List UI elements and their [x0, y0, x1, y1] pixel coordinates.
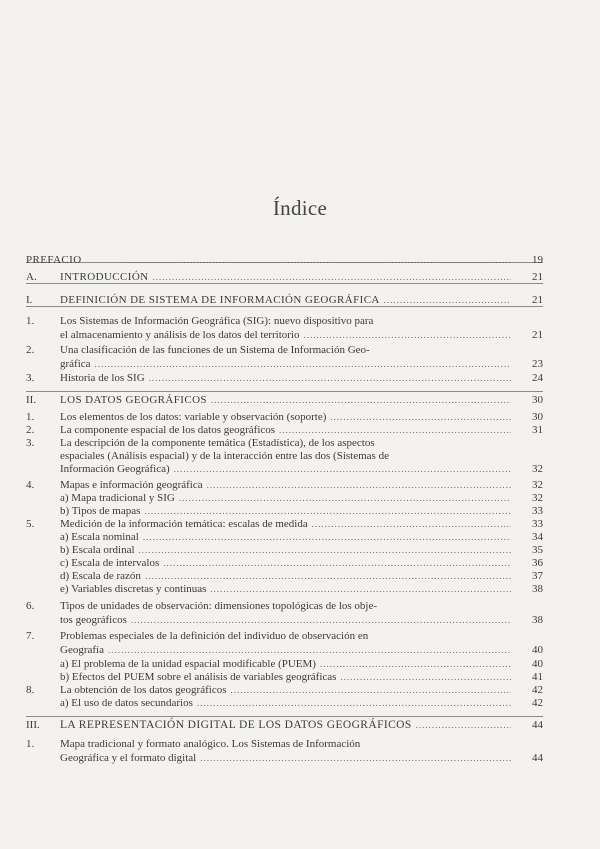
- entry-page: 23: [532, 358, 543, 370]
- leader-dots: [144, 505, 511, 517]
- entry-title: La descripción de la componente temática (Estadística), de los aspectos: [60, 437, 375, 449]
- entry-title: Medición de la información temática: escalas de medida: [60, 518, 308, 530]
- entry-number: I.: [26, 294, 33, 306]
- toc-entry-3-1: [26, 738, 543, 764]
- toc-entry-2-5-e: [26, 583, 543, 595]
- leader-dots: [303, 329, 511, 341]
- entry-number: 1.: [26, 315, 35, 327]
- toc-entry-prefacio: [26, 254, 543, 266]
- leader-dots: [211, 394, 511, 406]
- entry-number: 3.: [26, 437, 35, 449]
- entry-title: a) Escala nominal: [60, 531, 139, 543]
- toc-entry-2-2: [26, 424, 543, 436]
- entry-title-cont: tos geográficos: [60, 614, 127, 626]
- entry-page: 44: [532, 752, 543, 764]
- entry-page: 44: [532, 719, 543, 731]
- leader-dots: [174, 463, 511, 475]
- entry-number: 8.: [26, 684, 35, 696]
- leader-dots: [108, 644, 511, 656]
- entry-page: 38: [532, 614, 543, 626]
- toc-entry-chapter-2: [26, 394, 543, 406]
- entry-page: 36: [532, 557, 543, 569]
- leader-dots: [416, 719, 511, 731]
- leader-dots: [197, 697, 511, 709]
- toc-entry-1-2: [26, 344, 543, 370]
- entry-title-cont: Geografía: [60, 644, 104, 656]
- entry-number: 1.: [26, 738, 35, 750]
- divider: [26, 391, 543, 392]
- leader-dots: [384, 294, 511, 306]
- leader-dots: [210, 583, 511, 595]
- toc-entry-2-5-a: [26, 531, 543, 543]
- entry-page: 30: [532, 394, 543, 406]
- entry-title: INTRODUCCIÓN: [60, 271, 149, 283]
- toc-entry-2-6: [26, 600, 543, 626]
- entry-title: d) Escala de razón: [60, 570, 141, 582]
- entry-title-cont: espaciales (Análisis espacial) y de la interacción entre las dos (Sistemas de: [60, 450, 389, 462]
- entry-page: 21: [532, 294, 543, 306]
- leader-dots: [153, 271, 511, 283]
- entry-page: 32: [532, 479, 543, 491]
- entry-title: b) Efectos del PUEM sobre el análisis de variables geográficas: [60, 671, 337, 683]
- entry-number: 5.: [26, 518, 35, 530]
- leader-dots: [230, 684, 511, 696]
- toc-entry-2-5-b: [26, 544, 543, 556]
- leader-dots: [312, 518, 511, 530]
- entry-page: 24: [532, 372, 543, 384]
- entry-number: 3.: [26, 372, 35, 384]
- entry-page: 41: [532, 671, 543, 683]
- entry-title: b) Escala ordinal: [60, 544, 135, 556]
- leader-dots: [279, 424, 511, 436]
- leader-dots: [330, 411, 511, 423]
- entry-title: c) Escala de intervalos: [60, 557, 160, 569]
- entry-title: PREFACIO: [26, 254, 82, 266]
- entry-title: DEFINICIÓN DE SISTEMA DE INFORMACIÓN GEOGRÁFICA: [60, 294, 380, 306]
- entry-title: Historia de los SIG: [60, 372, 145, 384]
- divider: [26, 283, 543, 284]
- toc-entry-2-7-b: [26, 671, 543, 683]
- leader-dots: [163, 557, 511, 569]
- leader-dots: [149, 372, 511, 384]
- entry-page: 31: [532, 424, 543, 436]
- entry-title-cont: Geográfica y el formato digital: [60, 752, 197, 764]
- entry-page: 42: [532, 697, 543, 709]
- leader-dots: [179, 492, 511, 504]
- entry-page: 33: [532, 505, 543, 517]
- toc-entry-2-5-c: [26, 557, 543, 569]
- toc-entry-2-1: [26, 411, 543, 423]
- entry-title-cont: gráfica: [60, 358, 91, 370]
- toc-entry-2-5: [26, 518, 543, 530]
- toc-entry-2-7: [26, 630, 543, 656]
- entry-title: La obtención de los datos geográficos: [60, 684, 227, 696]
- toc-entry-1-1: [26, 315, 543, 341]
- toc-entry-introduccion: [26, 271, 543, 283]
- entry-title: Problemas especiales de la definición del individuo de observación en: [60, 630, 369, 642]
- entry-title: a) El uso de datos secundarios: [60, 697, 193, 709]
- entry-title: a) Mapa tradicional y SIG: [60, 492, 175, 504]
- toc-entry-2-7-a: [26, 658, 543, 670]
- leader-dots: [320, 658, 511, 670]
- toc-entry-2-8: [26, 684, 543, 696]
- leader-dots: [143, 531, 511, 543]
- entry-number: 2.: [26, 344, 35, 356]
- entry-title-cont: Información Geográfica): [60, 463, 170, 475]
- leader-dots: [145, 570, 511, 582]
- toc-entry-2-4-b: [26, 505, 543, 517]
- leader-dots: [139, 544, 511, 556]
- entry-page: 37: [532, 570, 543, 582]
- entry-page: 38: [532, 583, 543, 595]
- entry-number: III.: [26, 719, 40, 731]
- leader-dots: [122, 254, 511, 266]
- entry-title: Tipos de unidades de observación: dimensiones topológicas de los obje-: [60, 600, 378, 612]
- entry-title: LOS DATOS GEOGRÁFICOS: [60, 394, 207, 406]
- toc-entry-2-3: [26, 437, 543, 475]
- entry-page: 21: [532, 329, 543, 341]
- toc-entry-2-5-d: [26, 570, 543, 582]
- entry-title: Mapas e información geográfica: [60, 479, 203, 491]
- entry-page: 40: [532, 658, 543, 670]
- entry-title: Una clasificación de las funciones de un Sistema de Información Geo-: [60, 344, 370, 356]
- entry-number: 1.: [26, 411, 35, 423]
- toc-entry-chapter-1: [26, 294, 543, 306]
- divider: [26, 306, 543, 307]
- entry-page: 32: [532, 463, 543, 475]
- entry-page: 32: [532, 492, 543, 504]
- entry-number: 6.: [26, 600, 35, 612]
- entry-page: 34: [532, 531, 543, 543]
- toc-entry-chapter-3: [26, 719, 543, 731]
- leader-dots: [200, 752, 511, 764]
- entry-title: Los Sistemas de Información Geográfica (SIG): nuevo dispositivo para: [60, 315, 374, 327]
- entry-title: La componente espacial de los datos geográficos: [60, 424, 276, 436]
- index-title: Índice: [272, 196, 328, 220]
- entry-title-cont: el almacenamiento y análisis de los datos del territorio: [60, 329, 300, 341]
- toc-entry-2-4-a: [26, 492, 543, 504]
- entry-page: 40: [532, 644, 543, 656]
- entry-page: 42: [532, 684, 543, 696]
- toc-entry-1-3: [26, 372, 543, 384]
- divider: [26, 716, 543, 717]
- entry-page: 30: [532, 411, 543, 423]
- entry-title: Mapa tradicional y formato analógico. Los Sistemas de Información: [60, 738, 361, 750]
- leader-dots: [95, 358, 511, 370]
- toc-entry-2-4: [26, 479, 543, 491]
- entry-title: e) Variables discretas y continuas: [60, 583, 207, 595]
- entry-number: 7.: [26, 630, 35, 642]
- entry-page: 19: [532, 254, 543, 266]
- entry-page: 21: [532, 271, 543, 283]
- entry-number: A.: [26, 271, 37, 283]
- leader-dots: [131, 614, 511, 626]
- entry-title: Los elementos de los datos: variable y observación (soporte): [60, 411, 327, 423]
- entry-title: LA REPRESENTACIÓN DIGITAL DE LOS DATOS GEOGRÁFICOS: [60, 719, 412, 731]
- leader-dots: [207, 479, 511, 491]
- entry-number: II.: [26, 394, 37, 406]
- entry-number: 4.: [26, 479, 35, 491]
- entry-title: a) El problema de la unidad espacial modificable (PUEM): [60, 658, 316, 670]
- entry-page: 33: [532, 518, 543, 530]
- leader-dots: [340, 671, 511, 683]
- entry-title: b) Tipos de mapas: [60, 505, 141, 517]
- entry-number: 2.: [26, 424, 35, 436]
- entry-page: 35: [532, 544, 543, 556]
- toc-entry-2-8-a: [26, 697, 543, 709]
